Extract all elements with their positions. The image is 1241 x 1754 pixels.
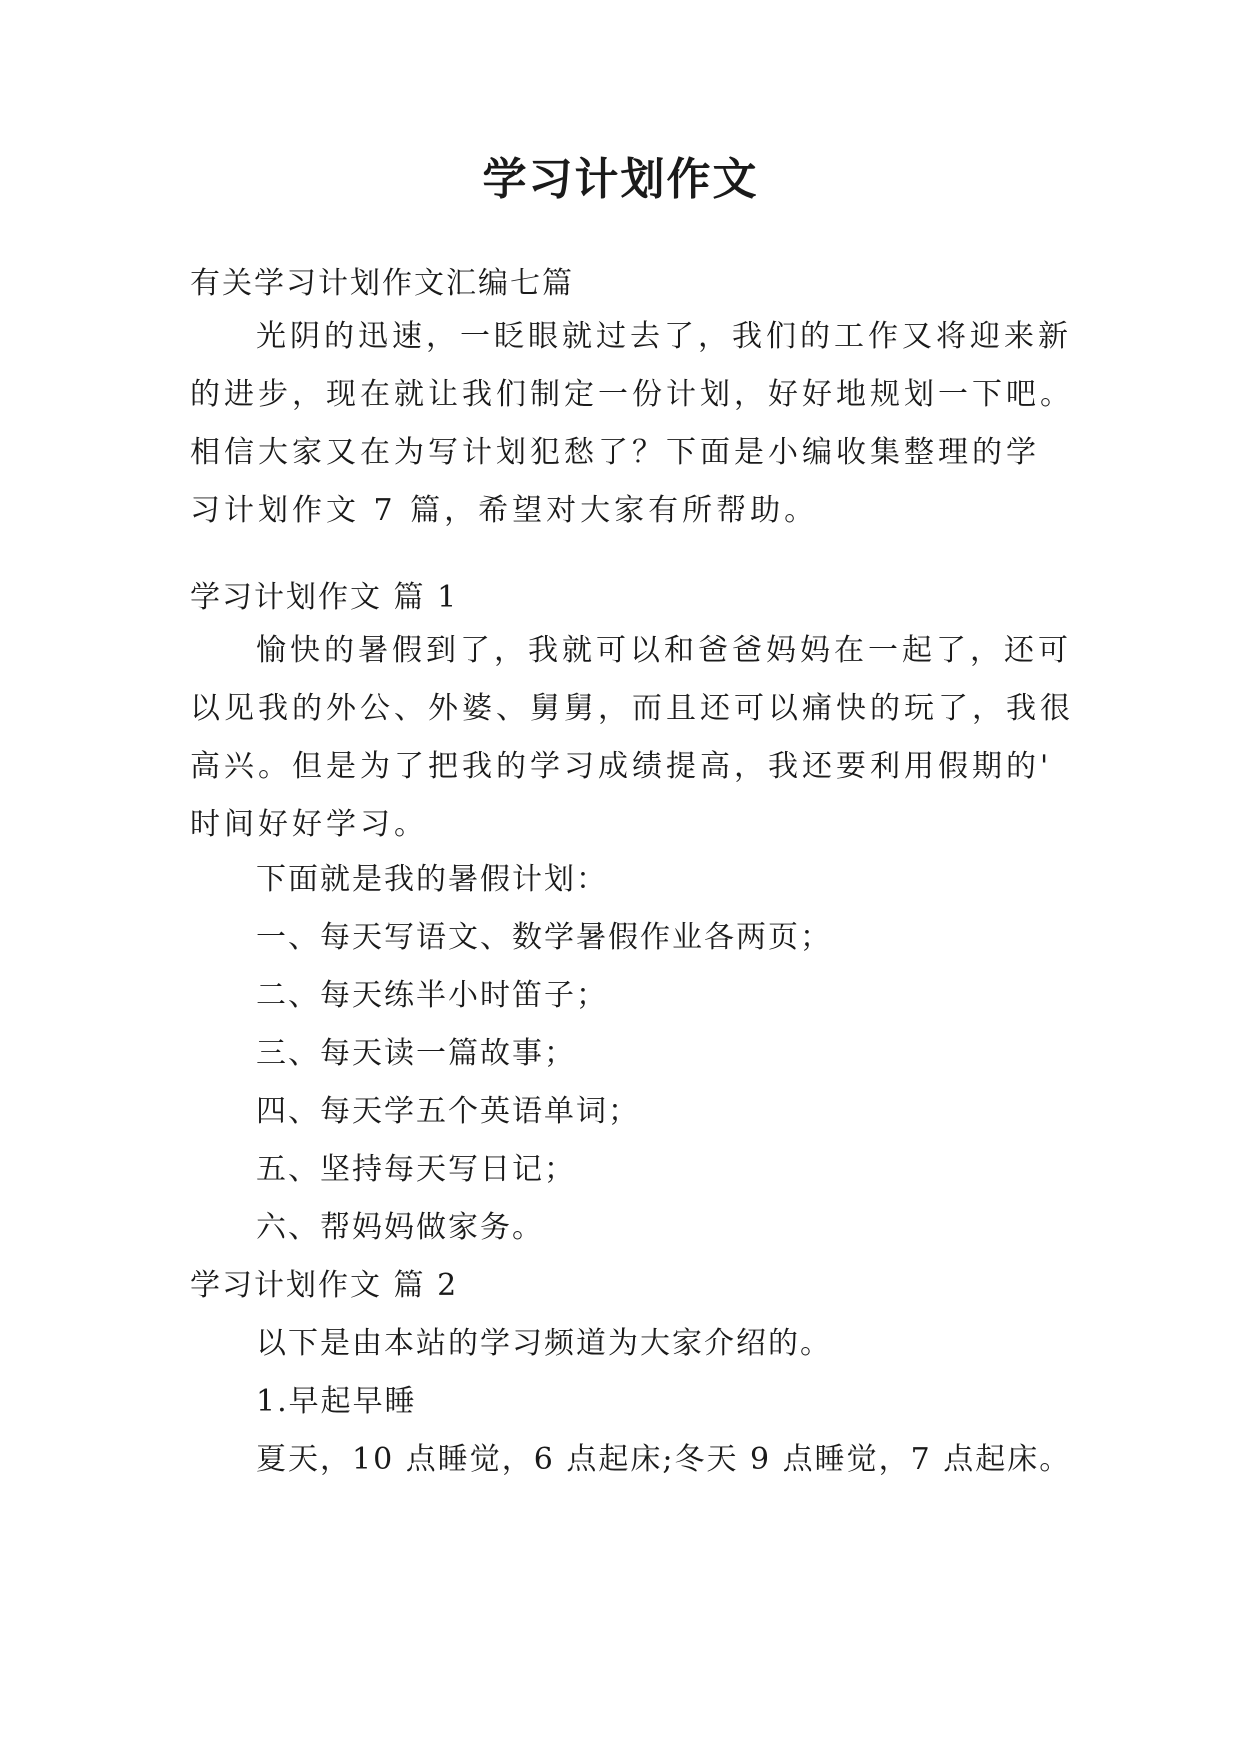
section-1-paragraph [190, 622, 1074, 854]
intro-line: 光阴的迅速，一眨眼就过去了，我们的工作又将迎来新 [256, 319, 1072, 354]
plan-item: 六、帮妈妈做家务。 [256, 1210, 544, 1245]
intro-line: 相信大家又在为写计划犯愁了？下面是小编收集整理的学 [190, 435, 1040, 470]
intro-line: 习计划作文 7 篇，希望对大家有所帮助。 [190, 493, 819, 528]
section-1-line: 高兴。但是为了把我的学习成绩提高，我还要利用假期的' [190, 749, 1053, 784]
document-subtitle: 有关学习计划作文汇编七篇 [190, 266, 574, 301]
section-1-line: 愉快的暑假到了，我就可以和爸爸妈妈在一起了，还可 [256, 633, 1072, 668]
plan-item: 三、每天读一篇故事； [256, 1036, 576, 1071]
section-1-heading: 学习计划作文 篇 1 [190, 580, 459, 615]
intro-paragraph [190, 308, 1074, 540]
section-1-line: 以见我的外公、外婆、舅舅，而且还可以痛快的玩了，我很 [190, 691, 1074, 726]
section-2-item: 1.早起早睡 [256, 1384, 417, 1419]
plan-item: 二、每天练半小时笛子； [256, 978, 608, 1013]
plan-item: 一、每天写语文、数学暑假作业各两页； [256, 920, 832, 955]
intro-line: 的进步，现在就让我们制定一份计划，好好地规划一下吧。 [190, 377, 1074, 412]
document-title: 学习计划作文 [482, 154, 759, 205]
section-1-line: 时间好好学习。 [190, 807, 428, 842]
plan-item: 五、坚持每天写日记； [256, 1152, 576, 1187]
section-2-heading: 学习计划作文 篇 2 [190, 1268, 459, 1303]
section-2-intro: 以下是由本站的学习频道为大家介绍的。 [256, 1326, 832, 1361]
plan-item: 四、每天学五个英语单词； [256, 1094, 640, 1129]
section-2-item-text: 夏天，10 点睡觉，6 点起床;冬天 9 点睡觉，7 点起床。 [256, 1442, 1072, 1477]
plan-intro: 下面就是我的暑假计划： [256, 862, 608, 897]
